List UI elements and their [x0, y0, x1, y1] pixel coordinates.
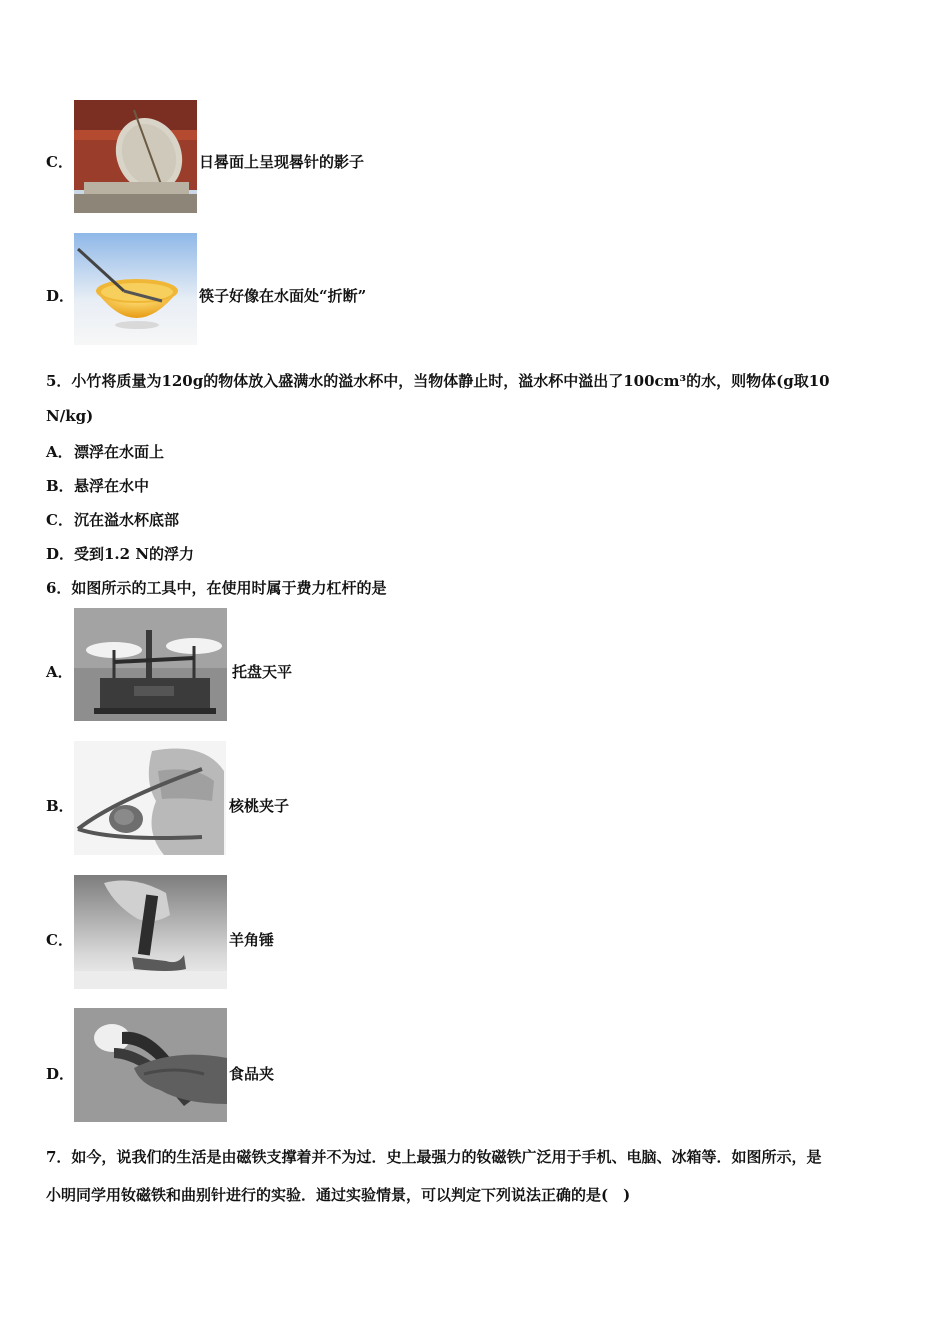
q5-option-a-text: 漂浮在水面上 — [74, 443, 165, 461]
q6-option-b-text: 核桃夹子 — [229, 797, 290, 815]
q6-option-d-text: 食品夹 — [229, 1065, 275, 1083]
balance-scale-photo — [74, 608, 227, 721]
chopstick-bowl-photo — [74, 233, 197, 345]
q4-option-c-text: 日晷面上呈现晷针的影子 — [199, 153, 365, 171]
q4-option-c-letter: C． — [46, 153, 73, 171]
nutcracker-photo — [74, 741, 226, 855]
q5-option-d-letter: D． — [46, 545, 75, 563]
q4-option-d-letter: D． — [46, 287, 75, 305]
q7-stem-line2: 小明同学用钕磁铁和曲别针进行的实验．通过实验情景，可以判定下列说法正确的是( ) — [46, 1186, 631, 1204]
q5-option-d-text: 受到1.2 N的浮力 — [74, 545, 195, 563]
q6-option-c-letter: C． — [46, 931, 73, 949]
q5-option-b-letter: B． — [46, 477, 74, 495]
q6-option-d-letter: D． — [46, 1065, 75, 1083]
sundial-photo — [74, 100, 197, 213]
q5-option-b-text: 悬浮在水中 — [74, 477, 150, 495]
q5-stem-line1: 5．小竹将质量为120g的物体放入盛满水的溢水杯中，当物体静止时，溢水杯中溢出了100cm³的水，则物体(g取10 — [46, 372, 830, 390]
q5-option-c-text: 沉在溢水杯底部 — [74, 511, 180, 529]
q5-stem-line2: N/kg) — [46, 407, 94, 425]
food-tongs-photo — [74, 1008, 227, 1122]
q6-option-b-letter: B． — [46, 797, 74, 815]
q6-stem: 6．如图所示的工具中，在使用时属于费力杠杆的是 — [46, 579, 387, 597]
q6-option-a-text: 托盘天平 — [232, 663, 293, 681]
q5-option-a-letter: A． — [46, 443, 73, 461]
q6-option-c-text: 羊角锤 — [229, 931, 275, 949]
q4-option-d-text: 筷子好像在水面处“折断” — [199, 287, 367, 305]
claw-hammer-photo — [74, 875, 227, 989]
q7-stem-line1: 7．如今，说我们的生活是由磁铁支撑着并不为过．史上最强力的钕磁铁广泛用于手机、电脑、冰箱等．如图所示，是 — [46, 1148, 822, 1166]
q5-option-c-letter: C． — [46, 511, 73, 529]
q6-option-a-letter: A． — [46, 663, 73, 681]
